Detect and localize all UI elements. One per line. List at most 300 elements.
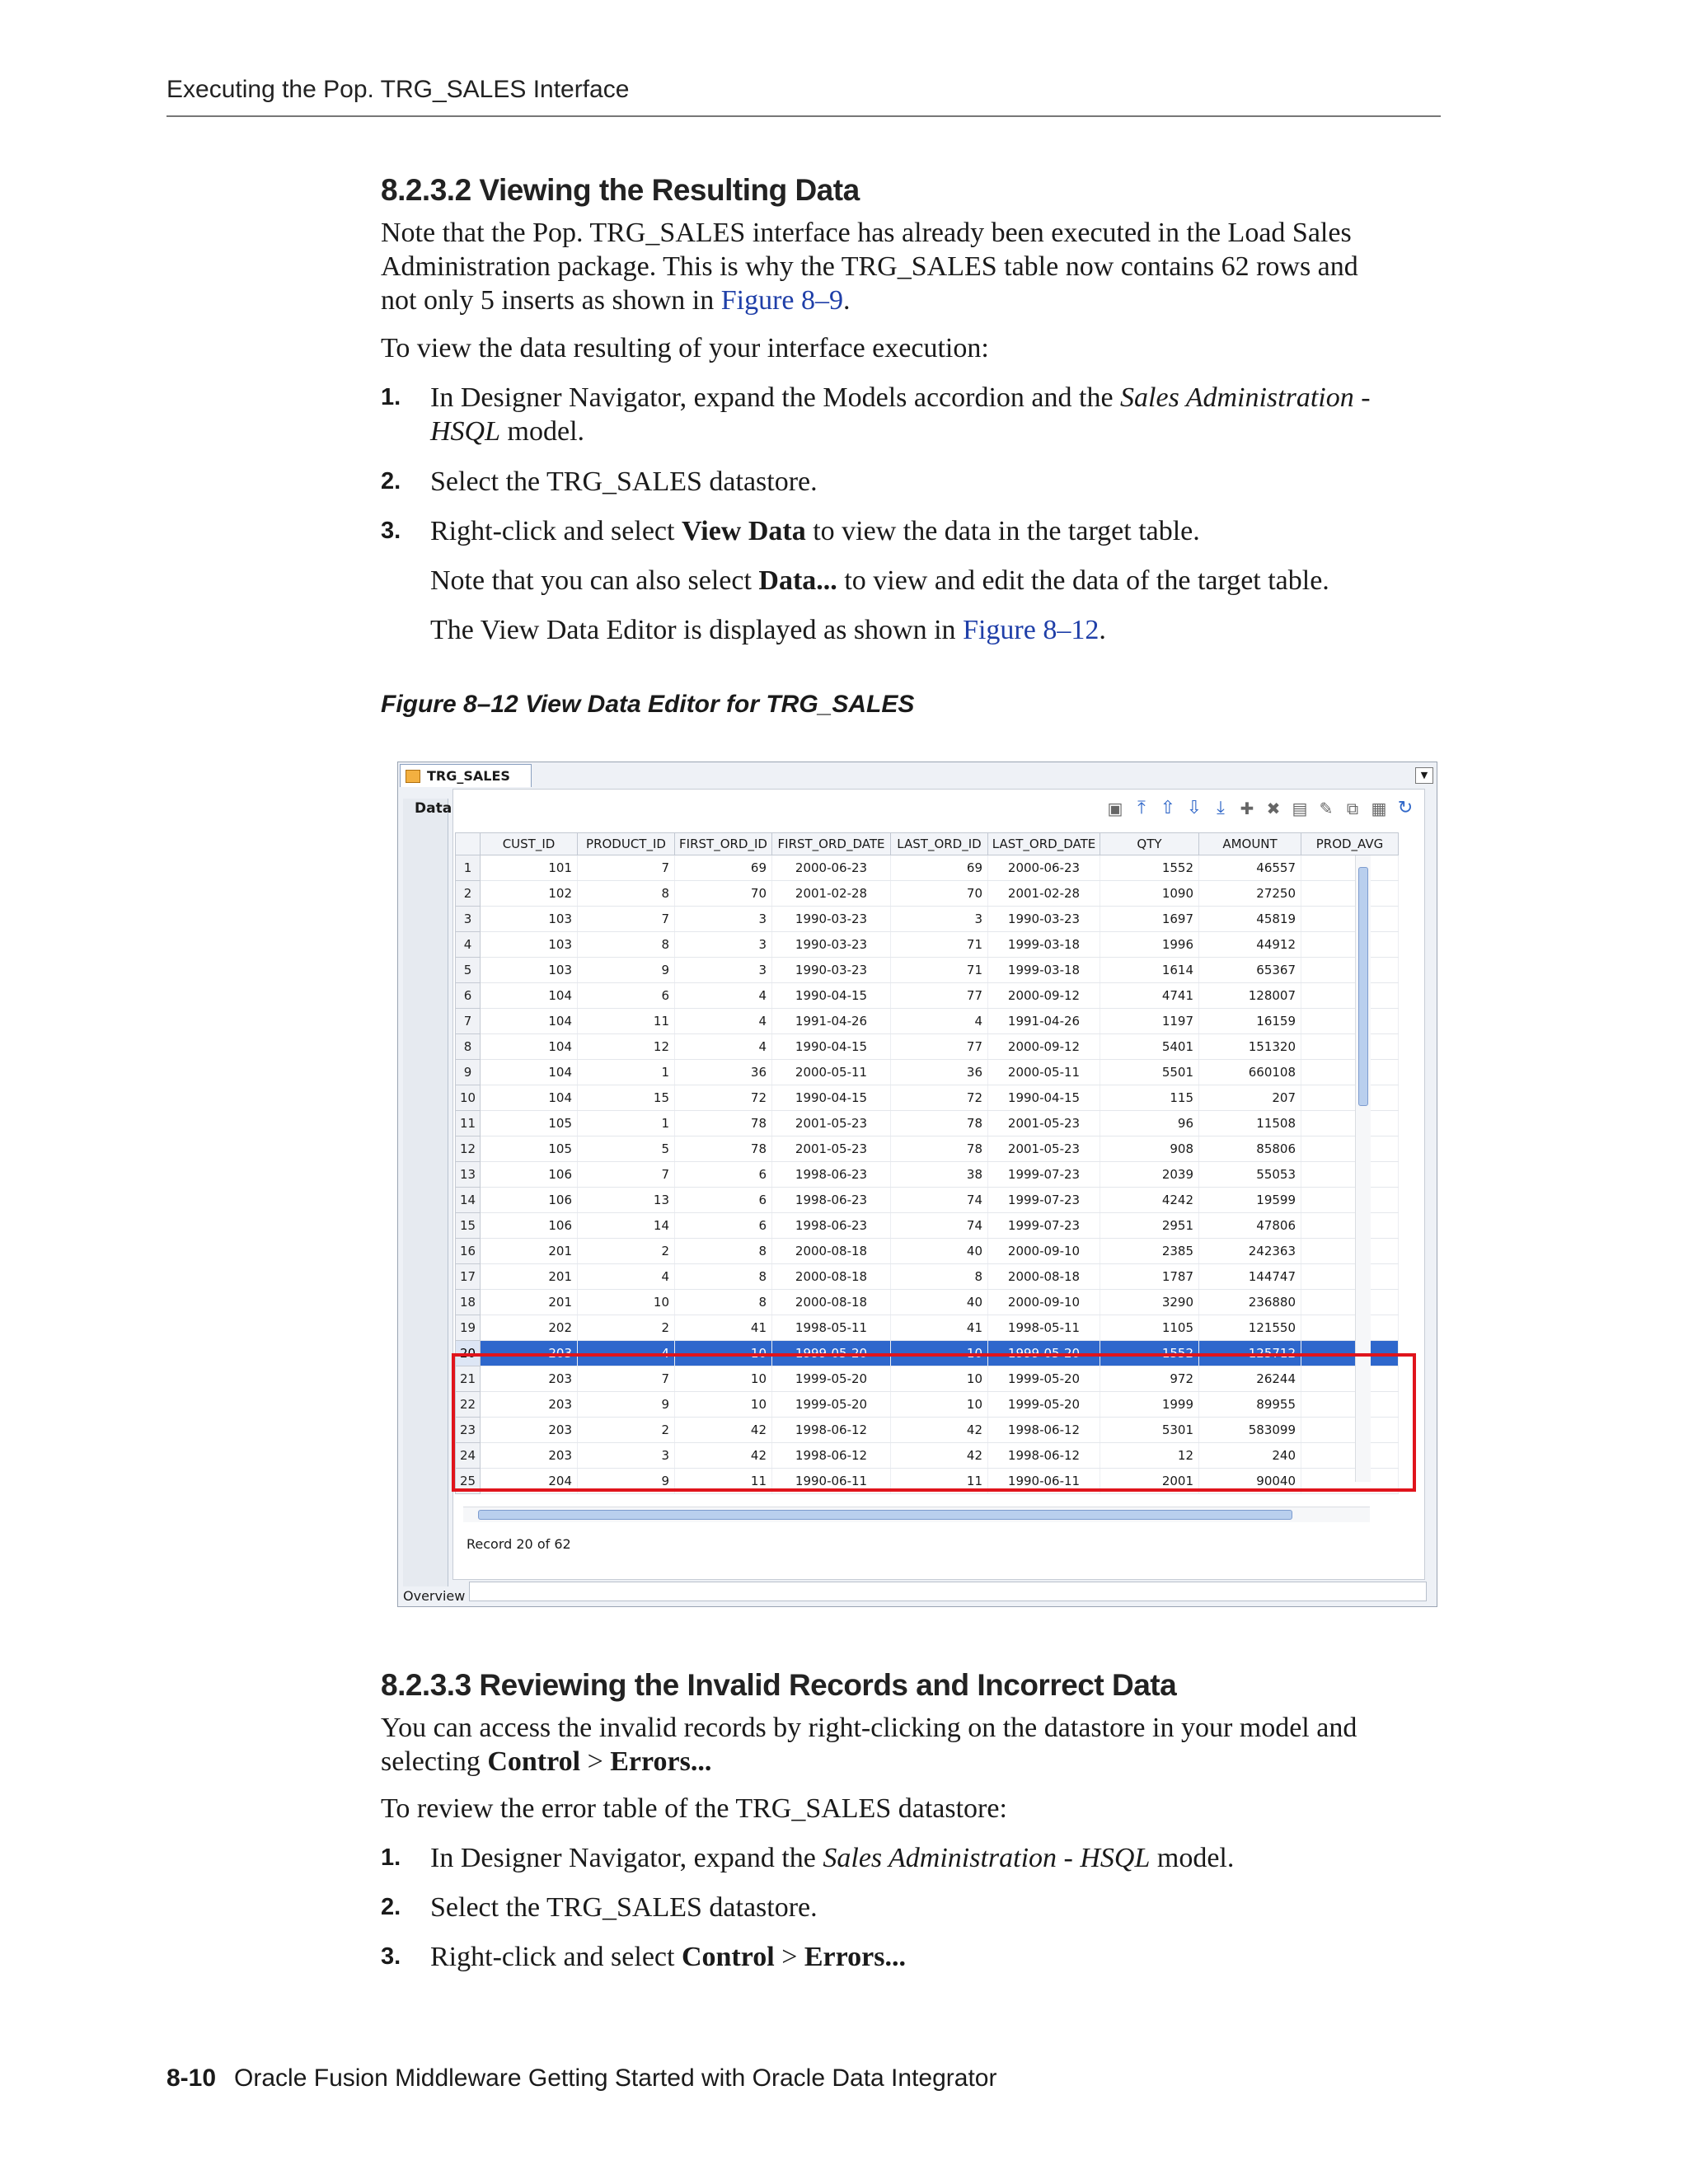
table-cell[interactable]: 7: [578, 1162, 675, 1188]
table-cell[interactable]: 1991-04-26: [772, 1009, 891, 1034]
table-cell[interactable]: 2000-08-18: [772, 1290, 891, 1315]
table-cell[interactable]: 4: [578, 1341, 675, 1366]
table-cell[interactable]: 11: [675, 1469, 772, 1494]
table-cell[interactable]: 1990-03-23: [772, 958, 891, 983]
row-number[interactable]: 20: [456, 1341, 481, 1366]
row-number[interactable]: 21: [456, 1366, 481, 1392]
table-row[interactable]: [456, 1315, 1399, 1341]
table-cell[interactable]: 41: [675, 1315, 772, 1341]
table-cell[interactable]: 3: [675, 907, 772, 932]
table-cell[interactable]: 102: [481, 881, 578, 907]
table-cell[interactable]: 46557: [1199, 855, 1301, 881]
table-cell[interactable]: 1990-03-23: [988, 907, 1100, 932]
table-cell[interactable]: 10: [578, 1290, 675, 1315]
table-row[interactable]: [456, 1137, 1399, 1162]
table-cell[interactable]: 203: [481, 1392, 578, 1418]
row-number[interactable]: 6: [456, 983, 481, 1009]
table-cell[interactable]: 2001-05-23: [988, 1111, 1100, 1137]
table-cell[interactable]: 77: [891, 983, 988, 1009]
table-cell[interactable]: 1999-05-20: [772, 1366, 891, 1392]
table-cell[interactable]: [1301, 855, 1399, 881]
table-cell[interactable]: 44912: [1199, 932, 1301, 958]
table-cell[interactable]: 16159: [1199, 1009, 1301, 1034]
table-cell[interactable]: 8: [675, 1290, 772, 1315]
table-cell[interactable]: 201: [481, 1264, 578, 1290]
table-row[interactable]: [456, 1111, 1399, 1137]
table-cell[interactable]: 42: [891, 1418, 988, 1443]
table-cell[interactable]: 105: [481, 1111, 578, 1137]
column-header[interactable]: LAST_ORD_ID: [891, 833, 988, 855]
column-header[interactable]: PROD_AVG: [1301, 833, 1399, 855]
table-cell[interactable]: 2000-09-12: [988, 983, 1100, 1009]
table-cell[interactable]: 1998-06-12: [772, 1443, 891, 1469]
table-cell[interactable]: 1998-06-23: [772, 1213, 891, 1239]
table-row[interactable]: [456, 1034, 1399, 1060]
table-cell[interactable]: 151320: [1199, 1034, 1301, 1060]
horizontal-scrollbar[interactable]: [463, 1507, 1370, 1522]
row-number[interactable]: 14: [456, 1188, 481, 1213]
table-cell[interactable]: 47806: [1199, 1213, 1301, 1239]
table-cell[interactable]: 1990-03-23: [772, 932, 891, 958]
table-cell[interactable]: 6: [675, 1188, 772, 1213]
table-cell[interactable]: 201: [481, 1239, 578, 1264]
table-cell[interactable]: [1301, 1009, 1399, 1034]
table-cell[interactable]: 1614: [1100, 958, 1199, 983]
row-number[interactable]: 25: [456, 1469, 481, 1494]
table-cell[interactable]: 1990-04-15: [988, 1085, 1100, 1111]
table-cell[interactable]: 2951: [1100, 1213, 1199, 1239]
column-header[interactable]: LAST_ORD_DATE: [988, 833, 1100, 855]
table-row[interactable]: [456, 1290, 1399, 1315]
table-cell[interactable]: 1: [578, 1060, 675, 1085]
table-cell[interactable]: 201: [481, 1290, 578, 1315]
table-cell[interactable]: 10: [675, 1341, 772, 1366]
table-cell[interactable]: 5501: [1100, 1060, 1199, 1085]
text: >: [580, 1746, 611, 1777]
table-cell[interactable]: 4: [675, 983, 772, 1009]
table-cell[interactable]: 1990-04-15: [772, 1085, 891, 1111]
table-cell[interactable]: 203: [481, 1366, 578, 1392]
table-cell[interactable]: 36: [891, 1060, 988, 1085]
table-cell[interactable]: 202: [481, 1315, 578, 1341]
table-cell[interactable]: 96: [1100, 1111, 1199, 1137]
table-cell[interactable]: 103: [481, 907, 578, 932]
table-cell[interactable]: 55053: [1199, 1162, 1301, 1188]
figure-8-9-link[interactable]: Figure 8–9: [720, 285, 843, 316]
table-row[interactable]: [456, 1264, 1399, 1290]
table-row[interactable]: [456, 881, 1399, 907]
table-cell[interactable]: [1301, 983, 1399, 1009]
table-cell[interactable]: 4741: [1100, 983, 1199, 1009]
table-cell[interactable]: 15: [578, 1085, 675, 1111]
table-cell[interactable]: 2000-08-18: [772, 1239, 891, 1264]
table-row[interactable]: [456, 855, 1399, 881]
table-cell[interactable]: 6: [675, 1162, 772, 1188]
table-cell[interactable]: 9: [578, 958, 675, 983]
table-cell[interactable]: 3290: [1100, 1290, 1199, 1315]
table-cell[interactable]: 85806: [1199, 1137, 1301, 1162]
table-cell[interactable]: 101: [481, 855, 578, 881]
table-cell[interactable]: [1301, 1162, 1399, 1188]
table-cell[interactable]: 1998-05-11: [988, 1315, 1100, 1341]
table-cell[interactable]: 104: [481, 1034, 578, 1060]
table-cell[interactable]: 11508: [1199, 1111, 1301, 1137]
table-cell[interactable]: 1999-07-23: [988, 1188, 1100, 1213]
table-cell[interactable]: 2000-05-11: [772, 1060, 891, 1085]
table-cell[interactable]: 106: [481, 1188, 578, 1213]
table-cell[interactable]: 4: [891, 1009, 988, 1034]
row-number[interactable]: 15: [456, 1213, 481, 1239]
table-cell[interactable]: 203: [481, 1341, 578, 1366]
row-number[interactable]: 12: [456, 1137, 481, 1162]
list-number: 1.: [381, 384, 401, 410]
table-cell[interactable]: 1090: [1100, 881, 1199, 907]
table-cell[interactable]: 203: [481, 1418, 578, 1443]
table-cell[interactable]: 1990-03-23: [772, 907, 891, 932]
table-cell[interactable]: 1998-06-12: [988, 1443, 1100, 1469]
first-record-icon[interactable]: ⤒: [1137, 798, 1146, 818]
table-cell[interactable]: 2000-05-11: [988, 1060, 1100, 1085]
table-cell[interactable]: 106: [481, 1213, 578, 1239]
table-cell[interactable]: 1990-04-15: [772, 1034, 891, 1060]
table-cell[interactable]: 240: [1199, 1443, 1301, 1469]
table-cell[interactable]: 2001-05-23: [988, 1137, 1100, 1162]
row-number[interactable]: 3: [456, 907, 481, 932]
column-header[interactable]: QTY: [1100, 833, 1199, 855]
table-cell[interactable]: 2001-05-23: [772, 1137, 891, 1162]
table-cell[interactable]: 6: [578, 983, 675, 1009]
row-number[interactable]: 24: [456, 1443, 481, 1469]
table-cell[interactable]: 74: [891, 1213, 988, 1239]
table-cell[interactable]: 8: [578, 932, 675, 958]
table-cell[interactable]: 121550: [1199, 1315, 1301, 1341]
table-cell[interactable]: 65367: [1199, 958, 1301, 983]
table-cell[interactable]: 69: [675, 855, 772, 881]
row-number[interactable]: 11: [456, 1111, 481, 1137]
table-cell[interactable]: 71: [891, 932, 988, 958]
table-cell[interactable]: [1301, 1137, 1399, 1162]
column-header[interactable]: FIRST_ORD_DATE: [772, 833, 891, 855]
table-cell[interactable]: 106: [481, 1162, 578, 1188]
tab-trg-sales[interactable]: [400, 764, 532, 787]
table-cell[interactable]: 5: [578, 1137, 675, 1162]
row-number[interactable]: 22: [456, 1392, 481, 1418]
table-cell[interactable]: 74: [891, 1188, 988, 1213]
table-cell[interactable]: 1105: [1100, 1315, 1199, 1341]
table-cell[interactable]: 128007: [1199, 983, 1301, 1009]
table-cell[interactable]: 1996: [1100, 932, 1199, 958]
row-number[interactable]: 10: [456, 1085, 481, 1111]
text: In Designer Navigator, expand the Models accordion and the: [430, 382, 1121, 413]
table-row[interactable]: [456, 1162, 1399, 1188]
refresh-icon[interactable]: ↻: [1397, 798, 1414, 818]
table-cell[interactable]: 1999-05-20: [988, 1392, 1100, 1418]
row-number[interactable]: 9: [456, 1060, 481, 1085]
column-header[interactable]: AMOUNT: [1199, 833, 1301, 855]
row-number[interactable]: 8: [456, 1034, 481, 1060]
row-number[interactable]: 1: [456, 855, 481, 881]
table-cell[interactable]: 69: [891, 855, 988, 881]
row-number[interactable]: 23: [456, 1418, 481, 1443]
table-cell[interactable]: 1999: [1100, 1392, 1199, 1418]
table-cell[interactable]: 660108: [1199, 1060, 1301, 1085]
table-cell[interactable]: 9: [578, 1392, 675, 1418]
row-number[interactable]: 2: [456, 881, 481, 907]
table-cell[interactable]: 1990-06-11: [772, 1469, 891, 1494]
scroll-thumb[interactable]: [478, 1510, 1292, 1520]
table-row[interactable]: [456, 907, 1399, 932]
table-cell[interactable]: 1999-07-23: [988, 1213, 1100, 1239]
paragraph-line: You can access the invalid records by right-clicking on the datastore in your model and: [381, 1713, 1357, 1743]
table-cell[interactable]: [1301, 958, 1399, 983]
table-cell[interactable]: 1991-04-26: [988, 1009, 1100, 1034]
table-cell[interactable]: 1998-06-23: [772, 1162, 891, 1188]
table-cell[interactable]: 26244: [1199, 1366, 1301, 1392]
table-cell[interactable]: 2000-09-12: [988, 1034, 1100, 1060]
table-cell[interactable]: 2000-08-18: [988, 1264, 1100, 1290]
table-cell[interactable]: 207: [1199, 1085, 1301, 1111]
columns-icon[interactable]: ▣: [1107, 799, 1123, 818]
table-cell[interactable]: 2000-06-23: [988, 855, 1100, 881]
table-cell[interactable]: 204: [481, 1469, 578, 1494]
table-cell[interactable]: [1301, 907, 1399, 932]
table-cell[interactable]: 38: [891, 1162, 988, 1188]
figure-8-12-link[interactable]: Figure 8–12: [963, 615, 1100, 645]
table-cell[interactable]: 42: [675, 1418, 772, 1443]
table-cell[interactable]: 3: [675, 932, 772, 958]
paragraph-line: Note that the Pop. TRG_SALES interface has already been executed in the Load Sales: [381, 218, 1352, 248]
table-cell[interactable]: 2385: [1100, 1239, 1199, 1264]
table-row[interactable]: [456, 983, 1399, 1009]
table-cell[interactable]: 115: [1100, 1085, 1199, 1111]
table-cell[interactable]: [1301, 1239, 1399, 1264]
table-cell[interactable]: 42: [675, 1443, 772, 1469]
table-cell[interactable]: 125712: [1199, 1341, 1301, 1366]
table-row[interactable]: [456, 1239, 1399, 1264]
row-number[interactable]: 19: [456, 1315, 481, 1341]
table-cell[interactable]: 71: [891, 958, 988, 983]
table-cell[interactable]: 8: [891, 1264, 988, 1290]
table-cell[interactable]: 10: [891, 1366, 988, 1392]
table-cell[interactable]: 103: [481, 958, 578, 983]
table-cell[interactable]: [1301, 881, 1399, 907]
table-cell[interactable]: 1999-05-20: [988, 1366, 1100, 1392]
table-cell[interactable]: 1990-04-15: [772, 983, 891, 1009]
table-cell[interactable]: 103: [481, 932, 578, 958]
edit-icon[interactable]: ✎: [1319, 799, 1334, 818]
table-cell[interactable]: 4: [675, 1034, 772, 1060]
table-row[interactable]: [456, 1009, 1399, 1034]
delete-row-icon[interactable]: ✖: [1266, 799, 1281, 818]
table-cell[interactable]: 1998-05-11: [772, 1315, 891, 1341]
table-cell[interactable]: 236880: [1199, 1290, 1301, 1315]
row-number[interactable]: 13: [456, 1162, 481, 1188]
list-text: [430, 1841, 1444, 1875]
table-cell[interactable]: [1301, 1213, 1399, 1239]
next-record-icon[interactable]: ⇩: [1186, 798, 1203, 818]
table-cell[interactable]: 72: [675, 1085, 772, 1111]
table-cell[interactable]: 3: [891, 907, 988, 932]
table-row[interactable]: [456, 1213, 1399, 1239]
table-cell[interactable]: 1552: [1100, 1341, 1199, 1366]
table-cell[interactable]: 89955: [1199, 1392, 1301, 1418]
row-number[interactable]: 5: [456, 958, 481, 983]
table-cell[interactable]: 972: [1100, 1366, 1199, 1392]
table-cell[interactable]: 8: [675, 1264, 772, 1290]
previous-record-icon[interactable]: ⇧: [1160, 798, 1176, 818]
table-cell[interactable]: 1998-06-23: [772, 1188, 891, 1213]
table-cell[interactable]: 6: [675, 1213, 772, 1239]
table-cell[interactable]: 1697: [1100, 907, 1199, 932]
table-row[interactable]: [456, 958, 1399, 983]
table-cell[interactable]: 78: [675, 1111, 772, 1137]
table-cell[interactable]: 27250: [1199, 881, 1301, 907]
copy-icon[interactable]: ⧉: [1346, 799, 1359, 818]
column-header[interactable]: CUST_ID: [481, 833, 578, 855]
table-cell[interactable]: 2000-08-18: [772, 1264, 891, 1290]
table-cell[interactable]: 1999-07-23: [988, 1162, 1100, 1188]
table-cell[interactable]: 78: [891, 1137, 988, 1162]
table-cell[interactable]: 1998-06-12: [988, 1418, 1100, 1443]
table-cell[interactable]: 1: [578, 1111, 675, 1137]
table-cell[interactable]: 13: [578, 1188, 675, 1213]
table-cell[interactable]: 7: [578, 907, 675, 932]
table-cell[interactable]: 7: [578, 1366, 675, 1392]
table-cell[interactable]: 203: [481, 1443, 578, 1469]
table-cell[interactable]: 78: [891, 1111, 988, 1137]
table-cell[interactable]: 1999-03-18: [988, 932, 1100, 958]
table-cell[interactable]: 104: [481, 1060, 578, 1085]
table-cell[interactable]: [1301, 1188, 1399, 1213]
table-cell[interactable]: 242363: [1199, 1239, 1301, 1264]
table-cell[interactable]: 5301: [1100, 1418, 1199, 1443]
table-cell[interactable]: 11: [891, 1469, 988, 1494]
table-row[interactable]: [456, 1085, 1399, 1111]
table-row[interactable]: [456, 932, 1399, 958]
table-cell[interactable]: 4242: [1100, 1188, 1199, 1213]
table-cell[interactable]: 70: [891, 881, 988, 907]
table-cell[interactable]: 3: [578, 1443, 675, 1469]
table-cell[interactable]: 2001-02-28: [772, 881, 891, 907]
table-cell[interactable]: 3: [675, 958, 772, 983]
table-cell[interactable]: [1301, 1264, 1399, 1290]
table-cell[interactable]: 10: [675, 1366, 772, 1392]
table-cell[interactable]: 2000-09-10: [988, 1239, 1100, 1264]
table-cell[interactable]: 1197: [1100, 1009, 1199, 1034]
table-cell[interactable]: 5401: [1100, 1034, 1199, 1060]
paragraph: [381, 216, 1444, 317]
table-cell[interactable]: [1301, 1315, 1399, 1341]
export-icon[interactable]: ▦: [1371, 799, 1387, 818]
table-cell[interactable]: 90040: [1199, 1469, 1301, 1494]
table-cell[interactable]: 104: [481, 1009, 578, 1034]
table-cell[interactable]: [1301, 1060, 1399, 1085]
table-cell[interactable]: 1999-03-18: [988, 958, 1100, 983]
table-cell[interactable]: 78: [675, 1137, 772, 1162]
table-cell[interactable]: 2039: [1100, 1162, 1199, 1188]
table-cell[interactable]: 1999-05-20: [988, 1341, 1100, 1366]
table-cell[interactable]: 104: [481, 983, 578, 1009]
overview-scrollbar[interactable]: [469, 1582, 1427, 1601]
table-cell[interactable]: 19599: [1199, 1188, 1301, 1213]
figure-caption: Figure 8–12 View Data Editor for TRG_SALES: [381, 691, 915, 718]
row-number[interactable]: 4: [456, 932, 481, 958]
table-row[interactable]: [456, 1060, 1399, 1085]
table-cell[interactable]: 1999-05-20: [772, 1341, 891, 1366]
table-cell[interactable]: [1301, 1034, 1399, 1060]
table-cell[interactable]: 104: [481, 1085, 578, 1111]
table-cell[interactable]: 40: [891, 1290, 988, 1315]
table-cell[interactable]: [1301, 932, 1399, 958]
row-number[interactable]: 16: [456, 1239, 481, 1264]
table-cell[interactable]: 1999-05-20: [772, 1392, 891, 1418]
table-cell[interactable]: 45819: [1199, 907, 1301, 932]
table-cell[interactable]: 12: [578, 1034, 675, 1060]
table-cell[interactable]: 72: [891, 1085, 988, 1111]
table-cell[interactable]: 77: [891, 1034, 988, 1060]
table-cell[interactable]: 1552: [1100, 855, 1199, 881]
table-row[interactable]: [456, 1188, 1399, 1213]
table-cell[interactable]: 1998-06-12: [772, 1418, 891, 1443]
row-number[interactable]: 7: [456, 1009, 481, 1034]
table-cell[interactable]: 2: [578, 1315, 675, 1341]
table-cell[interactable]: 144747: [1199, 1264, 1301, 1290]
table-cell[interactable]: 8: [675, 1239, 772, 1264]
table-cell[interactable]: 36: [675, 1060, 772, 1085]
table-cell[interactable]: 2001-02-28: [988, 881, 1100, 907]
table-cell[interactable]: 42: [891, 1443, 988, 1469]
table-cell[interactable]: 4: [675, 1009, 772, 1034]
table-cell[interactable]: 908: [1100, 1137, 1199, 1162]
table-cell[interactable]: 12: [1100, 1443, 1199, 1469]
table-cell[interactable]: 11: [578, 1009, 675, 1034]
table-cell[interactable]: [1301, 1111, 1399, 1137]
add-row-icon[interactable]: ✚: [1240, 799, 1254, 818]
table-cell[interactable]: 40: [891, 1239, 988, 1264]
table-cell[interactable]: 2000-09-10: [988, 1290, 1100, 1315]
table-cell[interactable]: 7: [578, 855, 675, 881]
table-cell[interactable]: 1787: [1100, 1264, 1199, 1290]
table-cell[interactable]: 1990-06-11: [988, 1469, 1100, 1494]
row-number[interactable]: 18: [456, 1290, 481, 1315]
table-cell[interactable]: 70: [675, 881, 772, 907]
table-cell[interactable]: [1301, 1085, 1399, 1111]
last-record-icon[interactable]: ⤓: [1217, 798, 1225, 818]
table-cell[interactable]: 41: [891, 1315, 988, 1341]
table-cell[interactable]: 4: [578, 1264, 675, 1290]
save-icon[interactable]: ▤: [1292, 799, 1308, 818]
scroll-thumb[interactable]: [1358, 867, 1368, 1106]
table-cell[interactable]: 8: [578, 881, 675, 907]
table-cell[interactable]: 2000-06-23: [772, 855, 891, 881]
column-header[interactable]: FIRST_ORD_ID: [675, 833, 772, 855]
tab-menu-button[interactable]: ▼: [1415, 767, 1433, 784]
table-cell[interactable]: 583099: [1199, 1418, 1301, 1443]
table-cell[interactable]: 105: [481, 1137, 578, 1162]
table-cell[interactable]: 9: [578, 1469, 675, 1494]
table-cell[interactable]: 10: [675, 1392, 772, 1418]
table-cell[interactable]: 10: [891, 1392, 988, 1418]
table-cell[interactable]: 14: [578, 1213, 675, 1239]
column-header[interactable]: PRODUCT_ID: [578, 833, 675, 855]
table-cell[interactable]: 2: [578, 1239, 675, 1264]
table-cell[interactable]: [1301, 1290, 1399, 1315]
table-cell[interactable]: 2001-05-23: [772, 1111, 891, 1137]
table-cell[interactable]: 2001: [1100, 1469, 1199, 1494]
row-number[interactable]: 17: [456, 1264, 481, 1290]
table-cell[interactable]: 10: [891, 1341, 988, 1366]
table-cell[interactable]: 2: [578, 1418, 675, 1443]
